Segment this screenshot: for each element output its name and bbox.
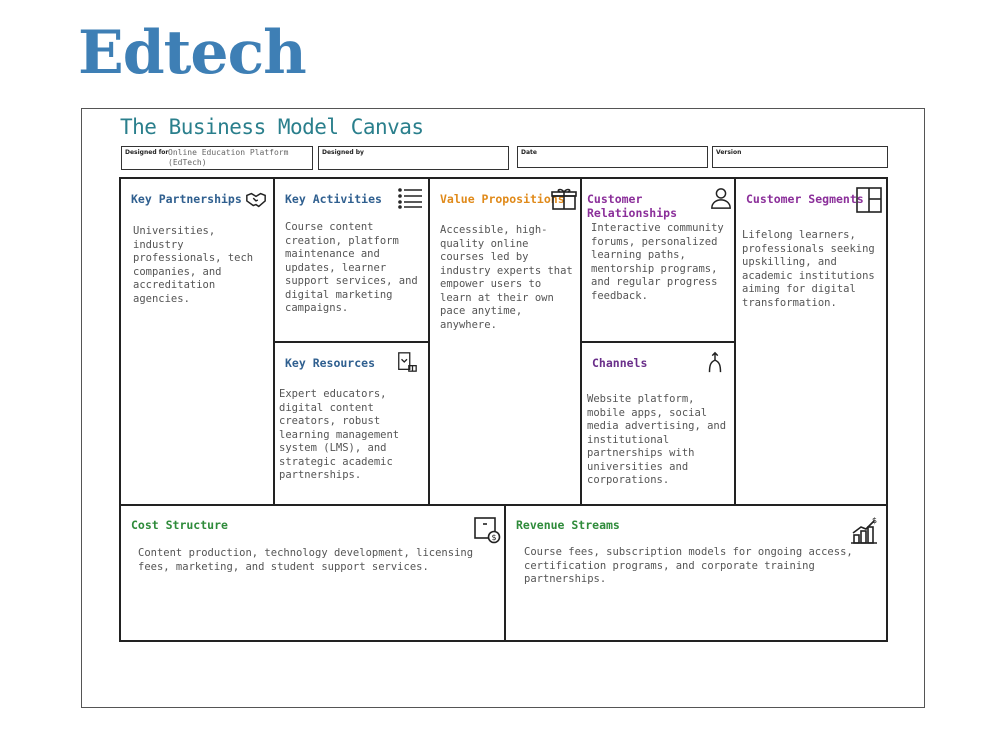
customer-segments-title: Customer Segments [746,192,864,206]
gift-icon [551,187,577,211]
designed-by-label: Designed by [322,149,364,156]
customer-relationships-block [580,177,737,344]
key-partnerships-text: Universities, industry professionals, tech companies, and accreditation agencies. [133,225,254,305]
customer-relationships-title: Customer Relationships [587,192,678,220]
designed-by-field[interactable] [318,146,509,170]
list-icon [397,187,423,209]
cost-structure-block [119,504,507,642]
handshake-icon [245,189,267,211]
date-field[interactable] [517,146,708,168]
svg-text:$: $ [491,533,497,542]
brand-title: Edtech [78,18,306,88]
channels-text: Website platform, mobile apps, social media advertising, and institutional partnerships with universities and corporations. [587,393,727,486]
key-partnerships-block [119,177,275,507]
key-partnerships-title: Key Partnerships [131,192,242,206]
version-label: Version [716,149,742,156]
version-field[interactable] [712,146,888,168]
key-activities-text: Course content creation, platform maintenance and updates, learner support services, and digital marketing campaigns. [285,221,418,314]
canvas-title: The Business Model Canvas [120,115,424,139]
date-label: Date [521,149,537,156]
customer-segments-text: Lifelong learners, professionals seeking upskilling, and academic institutions aiming for digital transformation. [742,229,875,309]
key-resources-text: Expert educators, digital content creators, robust learning management system (LMS), and strategic academic partnerships. [279,388,400,481]
channels-block [580,341,737,507]
key-activities-block [273,177,430,344]
box-dollar-icon [473,516,501,544]
key-resources-title: Key Resources [285,356,376,370]
value-propositions-text: Accessible, high-quality online courses led by industry experts that empower users to learn at their own pace anytime, anywhere. [440,224,573,331]
value-propositions-title: Value Propositions [440,192,565,206]
designed-for-label: Designed for [125,149,169,156]
grid-icon [856,187,882,213]
cost-structure-title: Cost Structure [131,518,228,532]
designed-for-field[interactable] [121,146,313,170]
revenue-streams-title: Revenue Streams [516,518,620,532]
value-propositions-block [428,177,583,507]
resources-icon [396,351,418,373]
customer-segments-block [734,177,888,507]
revenue-streams-text: Course fees, subscription models for ongoing access, certification programs, and corporate training partnerships. [524,546,853,585]
designed-for-value: Online Education Platform (EdTech) [168,148,289,167]
key-resources-block [273,341,430,507]
split-arrow-icon [704,351,726,373]
svg-text:$: $ [872,516,878,525]
channels-title: Channels [592,356,648,370]
person-icon [710,187,732,209]
revenue-streams-block [504,504,888,642]
bar-chart-dollar-icon [850,515,878,545]
customer-relationships-text: Interactive community forums, personalized learning paths, mentorship programs, and regular progress feedback. [591,222,724,302]
key-activities-title: Key Activities [285,192,382,206]
cost-structure-text: Content production, technology development, licensing fees, marketing, and student support services. [138,547,474,573]
